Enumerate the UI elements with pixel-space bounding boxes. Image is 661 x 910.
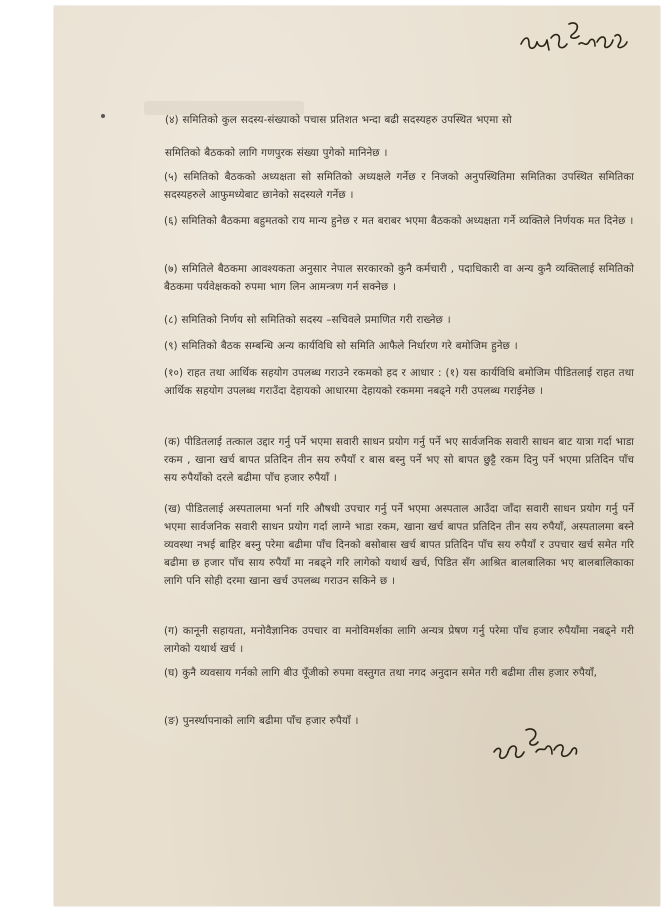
paragraph-10: (१०) राहत तथा आर्थिक सहयोग उपलब्ध गराउने रकमको हद र आधार : (१) यस कार्यविधि बमोजिम पीडितलाई राहत तथा आर्थिक सहयोग उपलब्ध गराउँदा देहायको आधारमा देहायको रकममा नबढ्ने गरी उपलब्ध गराईनेछ ।	[164, 367, 634, 397]
paragraph-5: (५) समितिको बैठकको अध्यक्षता सो समितिको अध्यक्षले गर्नेछ र निजको अनुपस्थितिमा समितिका उपस्थित समितिका सदस्यहरुले आफुमध्येबाट छानेको सदस्यले गर्नेछ ।	[164, 171, 634, 201]
signature-top	[515, 14, 635, 64]
paragraph-nga: (ङ) पुनर्स्थापनाको लागि बढीमा पाँच हजार रुपैयाँ ।	[164, 715, 359, 727]
paragraph-9: (९) समितिको बैठक सम्बन्धि अन्य कार्यविधि सो समिति आफैले निर्धारण गरे बमोजिम हुनेछ ।	[164, 340, 518, 352]
paragraph-4b: समितिको बैठकको लागि गणपुरक संख्या पुगेको मानिनेछ ।	[165, 147, 388, 159]
paragraph-6: (६) समितिको बैठकमा बहुमतको राय मान्य हुनेछ र मत बराबर भएमा बैठकको अध्यक्षता गर्ने व्यक्तिले निर्णयक मत दिनेछ ।	[164, 215, 634, 227]
paragraph-ga: (ग) कानूनी सहायता, मनोवैज्ञानिक उपचार वा मनोविमर्शका लागि अन्यत्र प्रेषण गर्नु परेमा पाँच हजार रुपैयाँमा नबढ्ने गरी लागेको यथार्थ खर्च ।	[164, 625, 634, 655]
paragraph-4a: (४) समितिको कुल सदस्य-संख्याको पचास प्रतिशत भन्दा बढी सदस्यहरु उपस्थित भएमा सो	[165, 114, 512, 126]
paragraph-7: (७) समितिले बैठकमा आवश्यकता अनुसार नेपाल सरकारको कुनै कर्मचारी , पदाधिकारी वा अन्य कुनै व्यक्तिलाई समितिको बैठकमा पर्यवेक्षकको रुपमा भाग लिन आमन्त्रण गर्न सक्नेछ ।	[164, 263, 634, 293]
paragraph-gha: (घ) कुनै व्यवसाय गर्नको लागि बीउ पूँजीको रुपमा वस्तुगत तथा नगद अनुदान समेत गरी बढीमा तीस हजार रुपैयाँ,	[164, 667, 597, 679]
signature-bottom	[490, 722, 590, 772]
paragraph-kha: (ख) पीडितलाई अस्पतालमा भर्ना गरि औषधी उपचार गर्नु पर्ने भएमा अस्पताल आउँदा जाँदा सवारी साधन प्रयोग गर्नु पर्ने भएमा सार्वजनिक सवारी साधन प्रयोग गर्दा लाग्ने भाडा रकम, खाना खर्च बापत प्रतिदिन तीन सय रुपैयाँ, अस्पतालमा बस्ने व्यवस्था नभई बाहिर बस्नु परेमा बढीमा पाँच दिनको बसोबास खर्च बापत प्रतिदिन पाँच सय रुपैयाँ र उपचार खर्च समेत गरि बढीमा छ हजार पाँच साय रुपैयाँ मा नबढ्ने गरि लागेको यथार्थ खर्च, पिडित सँग आश्रित बालबालिका भए बालबालिकाका लागि पनि सोही दरमा खाना खर्च उपलब्ध गराउन सकिने छ ।	[164, 503, 634, 587]
paragraph-8: (८) समितिको निर्णय सो समितिको सदस्य –सचिवले प्रमाणित गरी राख्नेछ ।	[164, 314, 451, 326]
paragraph-ka: (क) पीडितलाई तत्काल उद्दार गर्नु पर्ने भएमा सवारी साधन प्रयोग गर्नु पर्ने भए सार्वजनिक सवारी साधन बाट यात्रा गर्दा भाडा रकम , खाना खर्च बापत प्रतिदिन तीन सय रुपैयाँ र बास बस्नु पर्ने भए सो बापत छुट्टै रकम दिनु पर्ने भएमा प्रतिदिन पाँच सय रुपैयाँको दरले बढीमा पाँच हजार रुपैयाँ ।	[164, 436, 634, 484]
margin-dot	[101, 114, 105, 118]
